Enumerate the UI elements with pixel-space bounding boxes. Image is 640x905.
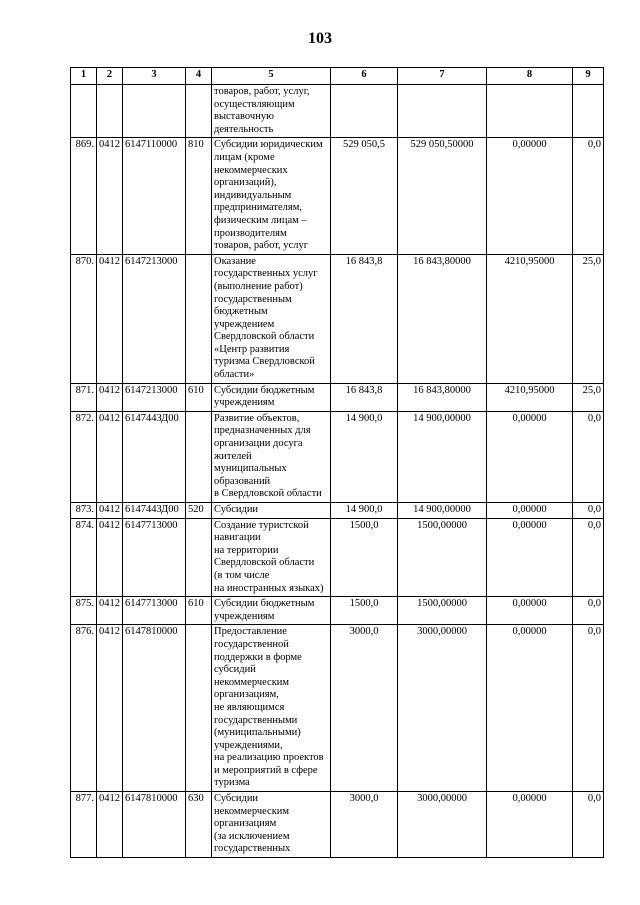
amount-executed: 0,00000 xyxy=(487,597,573,625)
expense-type-code xyxy=(186,625,212,792)
target-article-code: 6147110000 xyxy=(123,138,186,254)
column-header-2: 2 xyxy=(97,68,123,85)
row-name-line: деятельность xyxy=(214,123,274,135)
amount-planned: 16 843,8 xyxy=(331,254,398,383)
table-row xyxy=(71,411,604,502)
amount-planned: 14 900,0 xyxy=(331,411,398,502)
row-name-line: учреждениям xyxy=(214,610,275,622)
row-name-line: организациям, xyxy=(214,689,279,701)
section-code: 0412 xyxy=(97,138,123,254)
section-code: 0412 xyxy=(97,597,123,625)
amount-planned: 529 050,5 xyxy=(331,138,398,254)
amount-approved: 3000,00000 xyxy=(398,625,487,792)
row-name xyxy=(212,625,331,792)
amount-approved: 16 843,80000 xyxy=(398,254,487,383)
expense-type-code: 520 xyxy=(186,503,212,519)
amount-executed: 4210,95000 xyxy=(487,254,573,383)
row-name-line: субсидий xyxy=(214,664,256,676)
target-article-code: 6147713000 xyxy=(123,518,186,597)
expense-type-code xyxy=(186,411,212,502)
amount-approved: 1500,00000 xyxy=(398,597,487,625)
row-name-line: государственными xyxy=(214,714,298,726)
row-name-line: осуществляющим xyxy=(214,98,295,110)
row-number: 874. xyxy=(71,518,97,597)
row-name-line: учреждением xyxy=(214,318,275,330)
expense-type-code: 610 xyxy=(186,597,212,625)
row-number: 877. xyxy=(71,792,97,858)
target-article-code: 6147213000 xyxy=(123,254,186,383)
expense-type-code: 610 xyxy=(186,383,212,411)
row-name xyxy=(212,138,331,254)
row-name-line: Свердловской области xyxy=(214,557,315,569)
execution-percent: 0,0 xyxy=(573,503,604,519)
section-code xyxy=(97,85,123,138)
execution-percent: 0,0 xyxy=(573,518,604,597)
row-name-line: выставочную xyxy=(214,111,274,123)
amount-planned xyxy=(331,85,398,138)
row-name-line: на территории xyxy=(214,544,279,556)
row-name-line: образований xyxy=(214,475,271,487)
section-code: 0412 xyxy=(97,254,123,383)
row-name-line: организациям xyxy=(214,818,277,830)
row-name-line: бюджетным xyxy=(214,306,268,318)
row-number: 876. xyxy=(71,625,97,792)
amount-executed: 0,00000 xyxy=(487,503,573,519)
amount-planned: 3000,0 xyxy=(331,792,398,858)
row-name xyxy=(212,503,331,519)
row-name-line: жителей xyxy=(214,450,252,462)
table-row xyxy=(71,85,604,138)
amount-executed: 0,00000 xyxy=(487,518,573,597)
row-name xyxy=(212,383,331,411)
amount-planned: 16 843,8 xyxy=(331,383,398,411)
row-name-line: (муниципальными) xyxy=(214,727,301,739)
row-name-line: Развитие объектов, xyxy=(214,412,300,424)
section-code: 0412 xyxy=(97,383,123,411)
execution-percent: 0,0 xyxy=(573,625,604,792)
expense-type-code: 630 xyxy=(186,792,212,858)
budget-table xyxy=(70,67,604,858)
column-header-1: 1 xyxy=(71,68,97,85)
expense-type-code xyxy=(186,518,212,597)
row-name-line: индивидуальным xyxy=(214,189,292,201)
target-article-code: 6147213000 xyxy=(123,383,186,411)
amount-executed: 0,00000 xyxy=(487,792,573,858)
amount-executed: 0,00000 xyxy=(487,138,573,254)
amount-executed: 0,00000 xyxy=(487,411,573,502)
section-code: 0412 xyxy=(97,503,123,519)
table-header-row xyxy=(71,68,604,85)
row-name-line: Субсидии бюджетным xyxy=(214,384,315,396)
row-number: 872. xyxy=(71,411,97,502)
target-article-code: 6147810000 xyxy=(123,625,186,792)
amount-planned: 3000,0 xyxy=(331,625,398,792)
row-name xyxy=(212,518,331,597)
amount-approved: 14 900,00000 xyxy=(398,411,487,502)
column-header-4: 4 xyxy=(186,68,212,85)
column-header-9: 9 xyxy=(573,68,604,85)
amount-approved: 529 050,50000 xyxy=(398,138,487,254)
row-name-line: товаров, работ, услуг, xyxy=(214,86,310,97)
amount-executed: 4210,95000 xyxy=(487,383,573,411)
row-number: 875. xyxy=(71,597,97,625)
row-name-line: не являющимся xyxy=(214,701,285,713)
row-number xyxy=(71,85,97,138)
row-name xyxy=(212,411,331,502)
table-row xyxy=(71,383,604,411)
row-name-line: Предоставление xyxy=(214,626,287,638)
execution-percent: 0,0 xyxy=(573,792,604,858)
table-row xyxy=(71,254,604,383)
row-name-line: на иностранных языках) xyxy=(214,582,324,594)
row-name-line: поддержки в форме xyxy=(214,651,302,663)
column-header-3: 3 xyxy=(123,68,186,85)
row-name-line: Создание туристской xyxy=(214,519,309,531)
row-name-line: физическим лицам – xyxy=(214,214,307,226)
row-name-line: некоммерческих xyxy=(214,164,288,176)
row-number: 870. xyxy=(71,254,97,383)
row-number: 871. xyxy=(71,383,97,411)
row-number: 873. xyxy=(71,503,97,519)
execution-percent: 25,0 xyxy=(573,254,604,383)
target-article-code: 614744ЗД00 xyxy=(123,411,186,502)
amount-executed xyxy=(487,85,573,138)
row-name-line: Субсидии xyxy=(214,504,259,515)
amount-planned: 1500,0 xyxy=(331,597,398,625)
target-article-code: 6147713000 xyxy=(123,597,186,625)
amount-planned: 14 900,0 xyxy=(331,503,398,519)
row-name-line: учреждениями, xyxy=(214,739,283,751)
amount-approved: 1500,00000 xyxy=(398,518,487,597)
row-name-line: некоммерческим xyxy=(214,676,290,688)
amount-approved xyxy=(398,85,487,138)
expense-type-code: 810 xyxy=(186,138,212,254)
execution-percent xyxy=(573,85,604,138)
execution-percent: 0,0 xyxy=(573,411,604,502)
column-header-8: 8 xyxy=(487,68,573,85)
row-name-line: учреждениям xyxy=(214,397,275,409)
row-name xyxy=(212,254,331,383)
amount-approved: 3000,00000 xyxy=(398,792,487,858)
table-body xyxy=(71,85,604,858)
row-name-line: государственных услуг xyxy=(214,268,318,280)
row-name-line: Субсидии юридическим xyxy=(214,139,323,151)
section-code: 0412 xyxy=(97,625,123,792)
row-name-line: Свердловской области xyxy=(214,331,315,343)
target-article-code: 6147810000 xyxy=(123,792,186,858)
row-name-line: предназначенных для xyxy=(214,425,311,437)
row-name-line: лицам (кроме xyxy=(214,151,275,163)
row-name-line: товаров, работ, услуг xyxy=(214,240,309,252)
row-name-line: навигации xyxy=(214,532,261,544)
row-name-line: Субсидии xyxy=(214,793,259,805)
row-name-line: области» xyxy=(214,369,255,381)
column-header-5: 5 xyxy=(212,68,331,85)
row-name-line: «Центр развития xyxy=(214,343,290,355)
expense-type-code xyxy=(186,85,212,138)
row-name-line: некоммерческим xyxy=(214,805,290,817)
row-name-line: (за исключением xyxy=(214,830,290,842)
row-name-line: туризма Свердловской xyxy=(214,356,315,368)
row-name-line: в Свердловской области xyxy=(214,488,322,500)
amount-executed: 0,00000 xyxy=(487,625,573,792)
table-row xyxy=(71,625,604,792)
page-number: 103 xyxy=(308,30,332,47)
table-row xyxy=(71,597,604,625)
amount-approved: 16 843,80000 xyxy=(398,383,487,411)
row-name-line: организации досуга xyxy=(214,438,303,450)
target-article-code xyxy=(123,85,186,138)
row-name xyxy=(212,85,331,138)
row-name-line: и мероприятий в сфере xyxy=(214,764,318,776)
target-article-code: 614744ЗД00 xyxy=(123,503,186,519)
execution-percent: 0,0 xyxy=(573,138,604,254)
section-code: 0412 xyxy=(97,792,123,858)
column-header-7: 7 xyxy=(398,68,487,85)
row-name-line: (выполнение работ) xyxy=(214,280,303,292)
row-name-line: производителям xyxy=(214,227,287,239)
execution-percent: 25,0 xyxy=(573,383,604,411)
row-name-line: Оказание xyxy=(214,255,256,267)
amount-approved: 14 900,00000 xyxy=(398,503,487,519)
table-row xyxy=(71,518,604,597)
table-row xyxy=(71,138,604,254)
row-name-line: Субсидии бюджетным xyxy=(214,598,315,610)
table-row xyxy=(71,792,604,858)
row-name-line: организаций), xyxy=(214,177,277,189)
table-row xyxy=(71,503,604,519)
row-name-line: государственной xyxy=(214,638,289,650)
row-name-line: предпринимателям, xyxy=(214,202,303,214)
row-name-line: государственным xyxy=(214,293,292,305)
column-header-6: 6 xyxy=(331,68,398,85)
expense-type-code xyxy=(186,254,212,383)
row-name-line: (в том числе xyxy=(214,569,270,581)
row-name-line: государственных xyxy=(214,843,291,855)
row-name-line: на реализацию проектов xyxy=(214,752,324,764)
row-name xyxy=(212,597,331,625)
execution-percent: 0,0 xyxy=(573,597,604,625)
row-name xyxy=(212,792,331,858)
row-name-line: туризма xyxy=(214,777,250,789)
amount-planned: 1500,0 xyxy=(331,518,398,597)
section-code: 0412 xyxy=(97,518,123,597)
section-code: 0412 xyxy=(97,411,123,502)
row-number: 869. xyxy=(71,138,97,254)
row-name-line: муниципальных xyxy=(214,463,287,475)
